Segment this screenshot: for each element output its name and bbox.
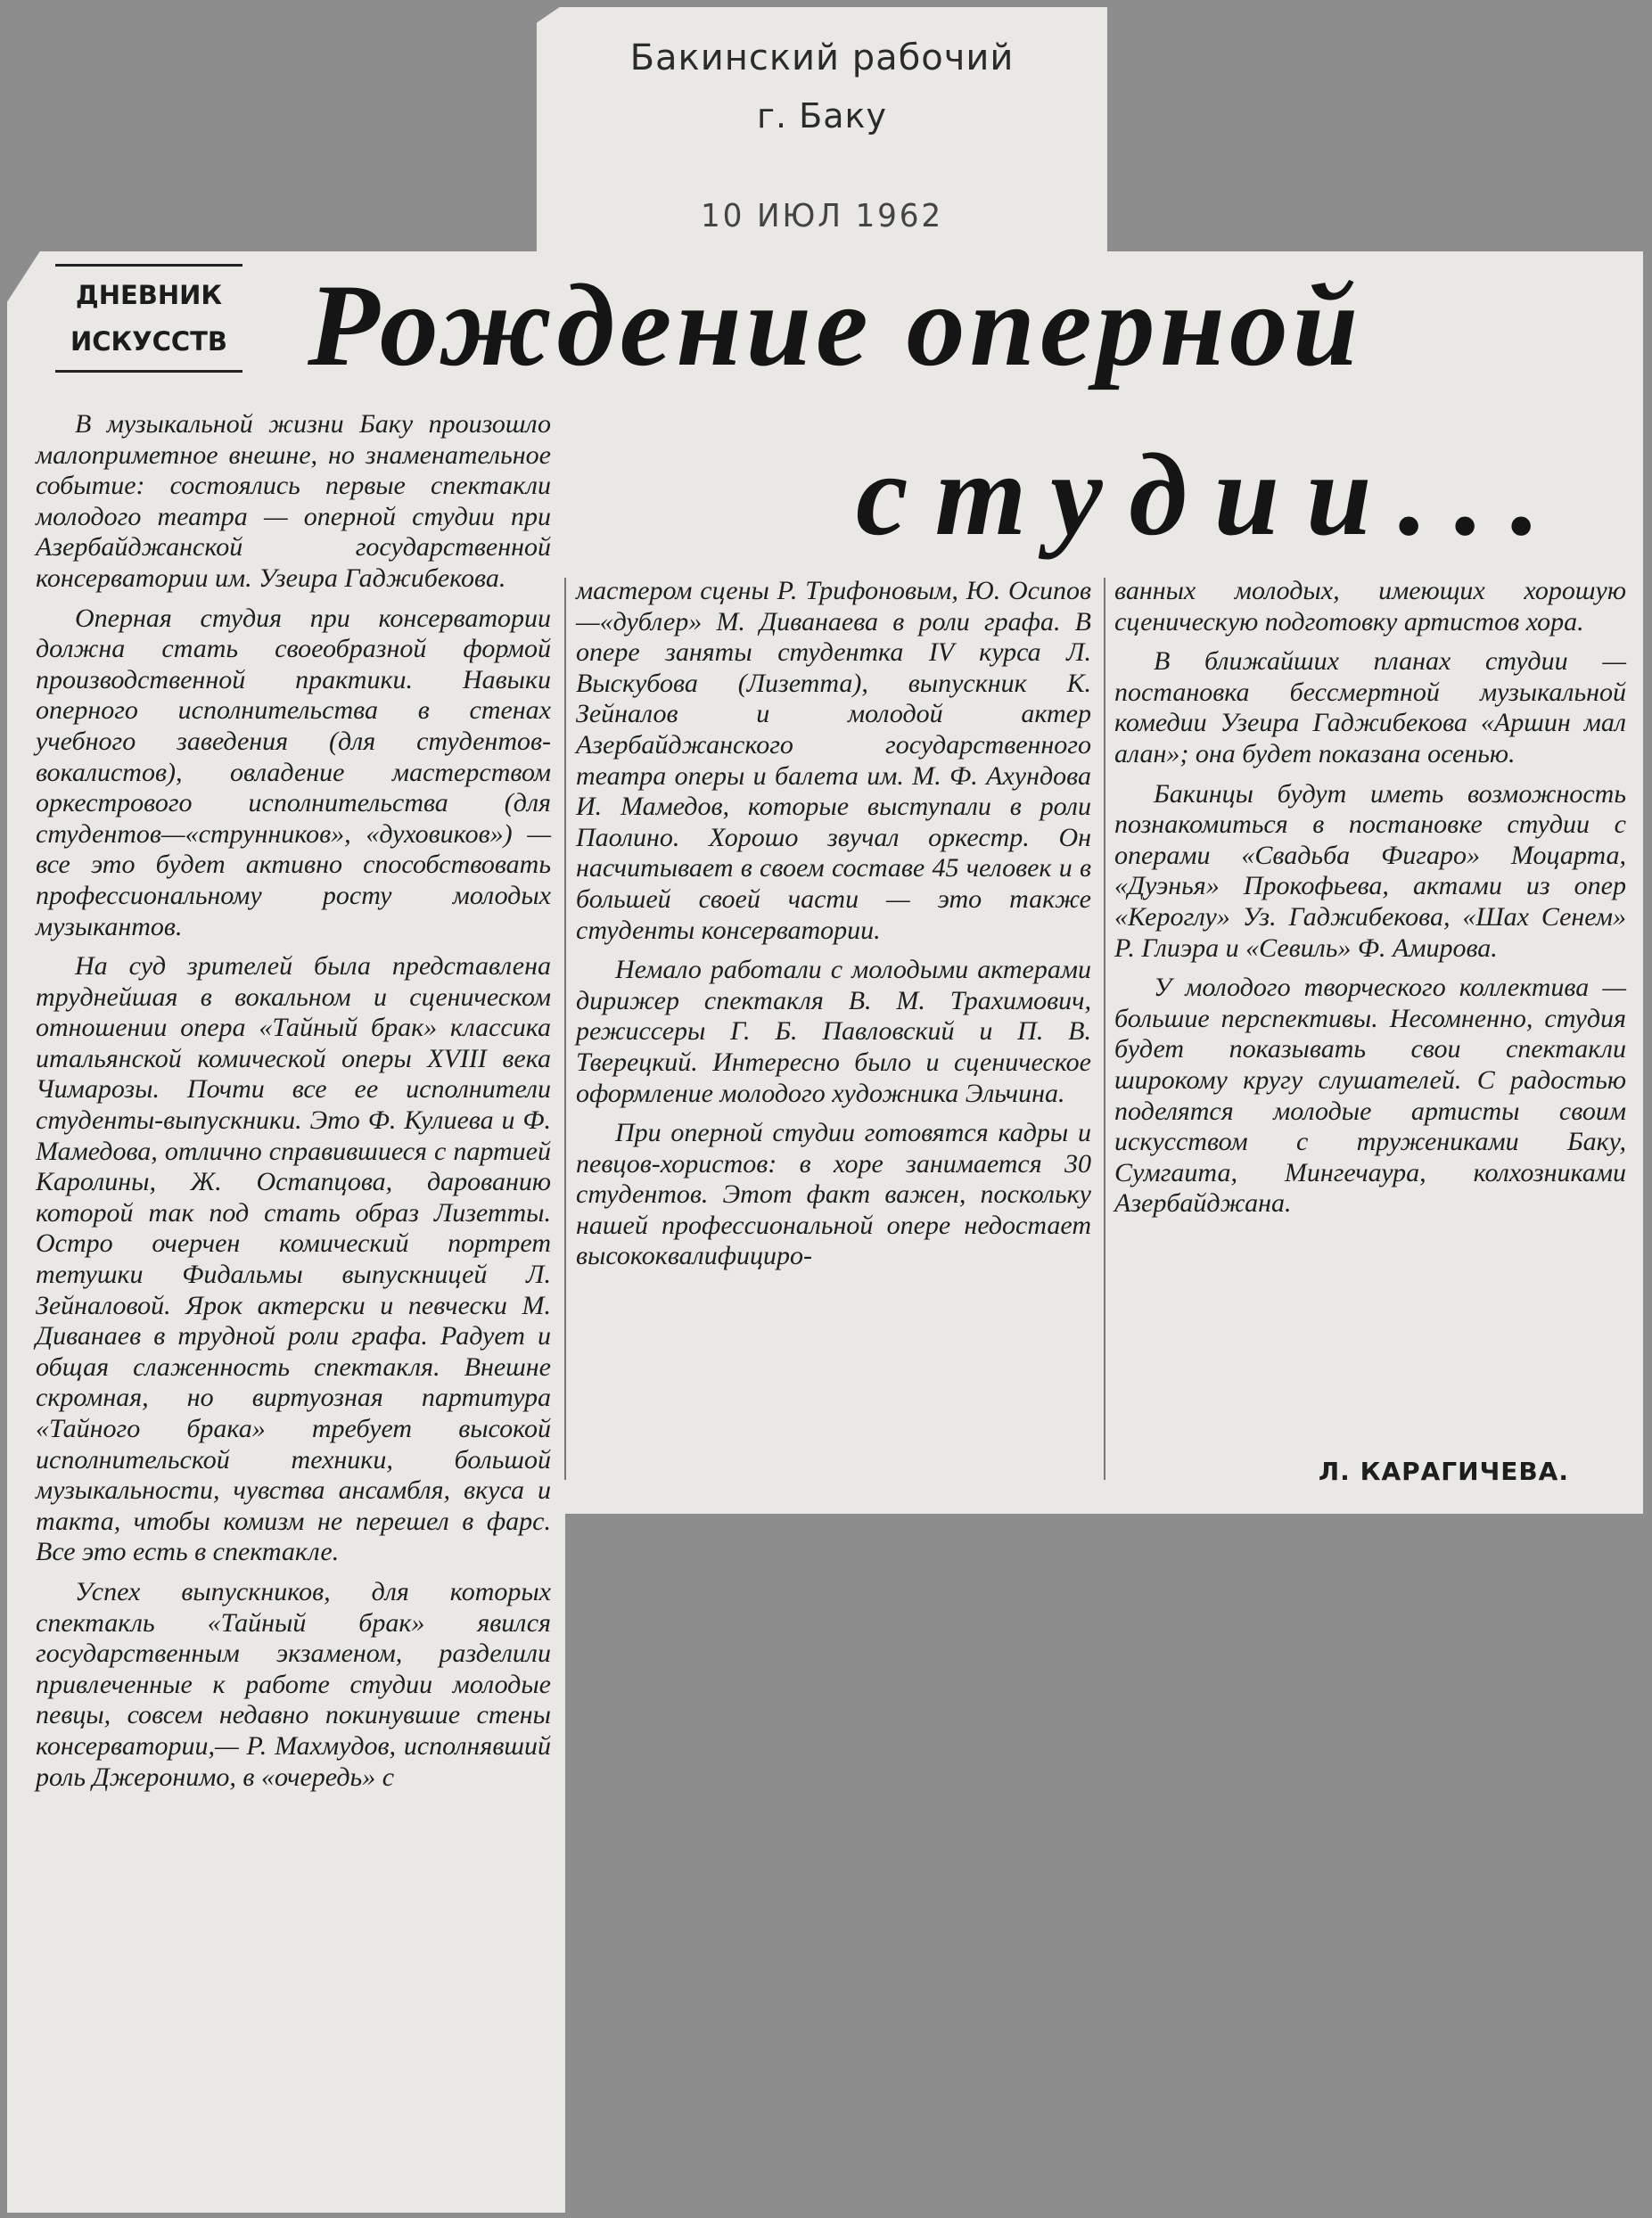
headline-line-2: студии... — [856, 429, 1567, 560]
rubric-line: ИСКУССТВ — [70, 326, 228, 357]
paragraph: ванных молодых, имеющих хорошую сценическую подготовку артистов хора. — [1114, 576, 1626, 637]
paragraph: Немало работали с молодыми актерами дирижер спектакля В. М. Трахимович, режиссеры Г. Б. Павловский и П. В. Тверецкий. Интересно было и сценическое оформление молодого художника Эльчина. — [576, 955, 1091, 1108]
headline-line-1: Рождение оперной — [308, 259, 1363, 390]
paragraph: В музыкальной жизни Баку произошло малоприметное внешне, но знаменательное событие: состоялись первые спектакли молодого театра — оперной студии при Азербайджанской государственной консерватории им. Узеира Гаджибекова. — [36, 409, 551, 593]
stamp-newspaper-name: Бакинский рабочий — [629, 37, 1015, 78]
rubric-label — [55, 264, 242, 373]
stamp-city: г. Баку — [757, 96, 887, 136]
paragraph: В ближайших планах студии — постановка бессмертной музыкальной комедии Узеира Гаджибекова «Аршин мал алан»; она будет показана осенью. — [1114, 646, 1626, 768]
rubric-line: ДНЕВНИК — [75, 280, 223, 310]
paragraph: На суд зрителей была представлена труднейшая в вокальном и сценическом отношении опера «Тайный брак» классика итальянской комической оперы XVIII века Чимарозы. Почти все ее исполнители студенты-выпускники. Это Ф. Кулиева и Ф. Мамедова, отлично справившиеся с партией Каролины, Ж. Остапцова, дарованию которой так под стать образ Лизетты. Остро очерчен комический портрет тетушки Фидальмы выпускницей Л. Зейналовой. Ярок актерски и певчески М. Диванаев в трудной роли графа. Радует и общая слаженность спектакля. Внешне скромная, но виртуозная партитура «Тайного брака» требует высокой исполнительской техники, большой музыкальности, чувства ансамбля, вкуса и такта, чтобы комизм не перешел в фарс. Все это есть в спектакле. — [36, 951, 551, 1567]
author-signature: Л. КАРАГИЧЕВА. — [1318, 1457, 1569, 1486]
article-column-3 — [1114, 576, 1626, 1220]
article-column-2 — [576, 576, 1091, 1272]
paragraph: мастером сцены Р. Трифоновым, Ю. Осипов—«дублер» М. Диванаева в роли графа. В опере заняты студентка IV курса Л. Выскубова (Лизетта), выпускник К. Зейналов и молодой актер Азербайджанского государственного театра оперы и балета им. М. Ф. Ахундова И. Мамедов, которые выступали в роли Паолино. Хорошо звучал оркестр. Он насчитывает в своем составе 45 человек и в большей своей части — это также студенты консерватории. — [576, 576, 1091, 945]
stamp-date: 10 ИЮЛ 1962 — [701, 198, 943, 234]
paragraph: При оперной студии готовятся кадры и певцов-хористов: в хоре занимается 30 студентов. Этот факт важен, поскольку нашей профессиональной опере недостает высококвалифициро- — [576, 1118, 1091, 1271]
paragraph: Успех выпускников, для которых спектакль «Тайный брак» явился государственным экзаменом, разделили привлеченные к работе студии молодые певцы, совсем недавно покинувшие стены консерватории,— Р. Махмудов, исполнявший роль Джеронимо, в «очередь» с — [36, 1576, 551, 1792]
column-divider — [564, 578, 566, 1480]
column-divider — [1104, 578, 1105, 1480]
paragraph: Бакинцы будут иметь возможность познакомиться в постановке студии с операми «Свадьба Фигаро» Моцарта, «Дуэнья» Прокофьева, актами из опер «Кероглу» Уз. Гаджибекова, «Шах Сенем» Р. Глиэра и «Севиль» Ф. Амирова. — [1114, 778, 1626, 963]
paragraph: У молодого творческого коллектива — большие перспективы. Несомненно, студия будет показывать свои спектакли широкому кругу слушателей. С радостью поделятся молодые артисты своим искусством с тружениками Баку, Сумгаита, Мингечаура, колхозниками Азербайджана. — [1114, 973, 1626, 1219]
article-column-1 — [36, 409, 551, 1793]
paragraph: Оперная студия при консерватории должна стать своеобразной формой производственной практики. Навыки оперного исполнительства в стенах учебного заведения (для студентов-вокалистов), овладение мастерством оркестрового исполнительства (для студентов—«струнников», «духовиков») — все это будет активно способствовать профессиональному росту молодых музыкантов. — [36, 603, 551, 941]
